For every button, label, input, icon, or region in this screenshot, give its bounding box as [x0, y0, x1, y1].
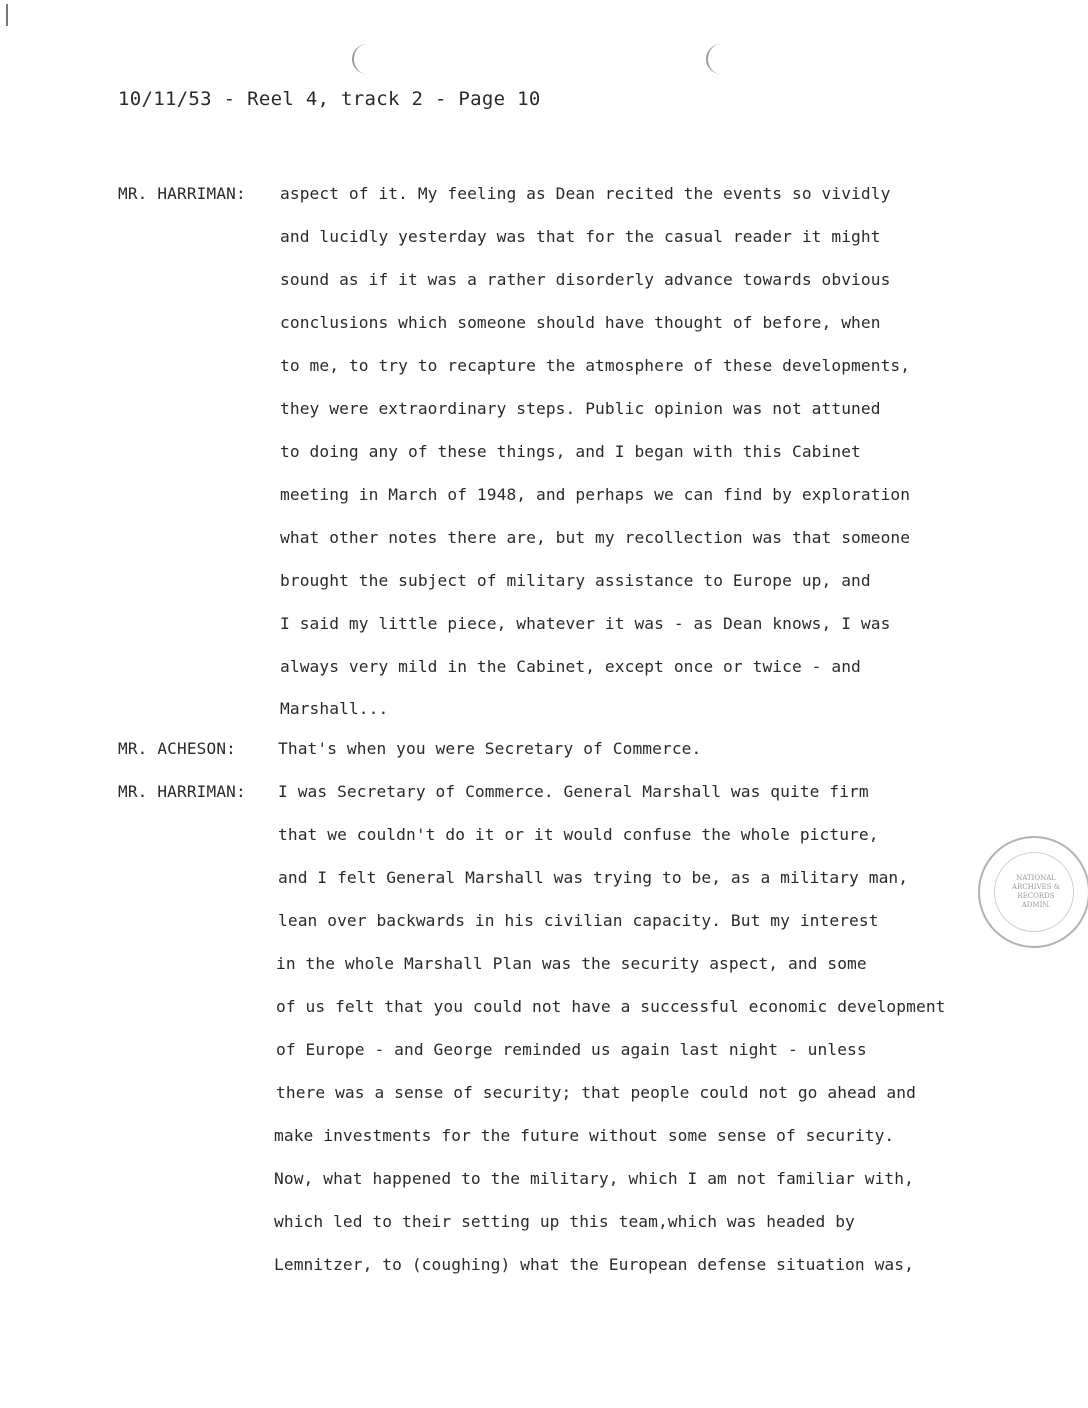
- speech-line: that we couldn't do it or it would confuse the whole picture,: [278, 825, 879, 844]
- page-header: 10/11/53 - Reel 4, track 2 - Page 10: [118, 88, 541, 110]
- speech-line: which led to their setting up this team,which was headed by: [274, 1212, 855, 1231]
- edge-mark: [6, 4, 8, 26]
- speech-line: Now, what happened to the military, which I am not familiar with,: [274, 1169, 914, 1188]
- archive-stamp: [978, 836, 1088, 948]
- speech-line: and lucidly yesterday was that for the casual reader it might: [280, 227, 881, 246]
- speaker-label: MR. HARRIMAN:: [118, 184, 246, 203]
- stamp-text: NATIONAL ARCHIVES & RECORDS ADMIN.: [1012, 874, 1060, 909]
- speech-line: I said my little piece, whatever it was - as Dean knows, I was: [280, 614, 891, 633]
- speech-line: of us felt that you could not have a successful economic development: [276, 997, 946, 1016]
- speaker-label: MR. ACHESON:: [118, 739, 236, 758]
- speech-line: Marshall...: [280, 699, 389, 718]
- speech-line: lean over backwards in his civilian capacity. But my interest: [278, 911, 879, 930]
- speech-line: brought the subject of military assistance to Europe up, and: [280, 571, 871, 590]
- punch-mark-left: [352, 44, 372, 74]
- speech-line: there was a sense of security; that people could not go ahead and: [276, 1083, 916, 1102]
- speech-line: I was Secretary of Commerce. General Marshall was quite firm: [278, 782, 869, 801]
- speaker-label: MR. HARRIMAN:: [118, 782, 246, 801]
- speech-line: of Europe - and George reminded us again last night - unless: [276, 1040, 867, 1059]
- speech-line: in the whole Marshall Plan was the security aspect, and some: [276, 954, 867, 973]
- speech-line: what other notes there are, but my recollection was that someone: [280, 528, 911, 547]
- speech-line: make investments for the future without some sense of security.: [274, 1126, 895, 1145]
- speech-line: meeting in March of 1948, and perhaps we can find by exploration: [280, 485, 911, 504]
- punch-mark-right: [706, 44, 726, 74]
- speech-line: sound as if it was a rather disorderly advance towards obvious: [280, 270, 891, 289]
- speech-line: always very mild in the Cabinet, except once or twice - and: [280, 657, 861, 676]
- speech-line: they were extraordinary steps. Public opinion was not attuned: [280, 399, 881, 418]
- speech-line: to doing any of these things, and I began with this Cabinet: [280, 442, 861, 461]
- speech-line: and I felt General Marshall was trying to be, as a military man,: [278, 868, 909, 887]
- speech-line: Lemnitzer, to (coughing) what the European defense situation was,: [274, 1255, 914, 1274]
- speech-line: aspect of it. My feeling as Dean recited the events so vividly: [280, 184, 891, 203]
- speech-line: conclusions which someone should have thought of before, when: [280, 313, 881, 332]
- speech-line: to me, to try to recapture the atmosphere of these developments,: [280, 356, 911, 375]
- speech-line: That's when you were Secretary of Commerce.: [278, 739, 702, 758]
